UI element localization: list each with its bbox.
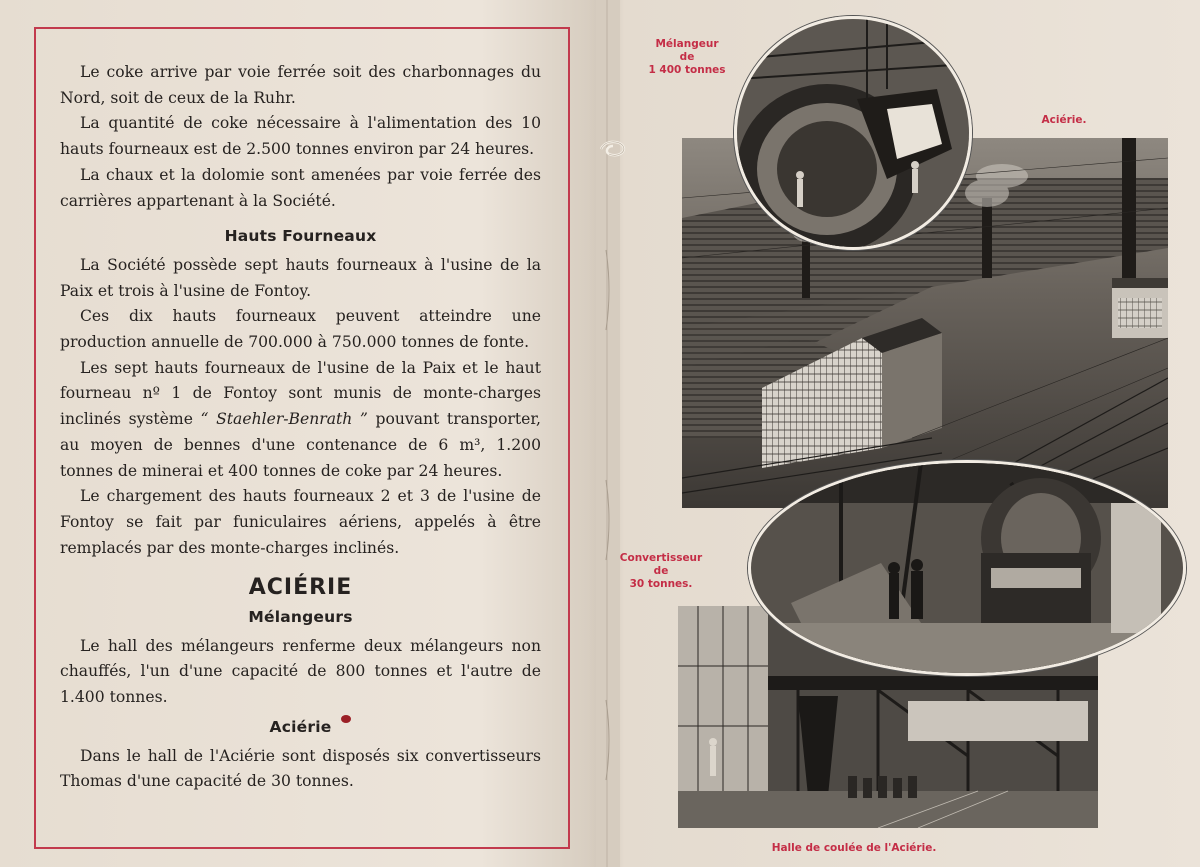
left-page-text <box>60 60 541 795</box>
caption-convertisseur-line2: de <box>653 565 669 577</box>
caption-melangeur-line3: 1 400 tonnes <box>648 64 726 76</box>
heading-melangeurs: Mélangeurs <box>248 608 353 627</box>
paragraph-furnaces-production: Ces dix hauts fourneaux peuvent atteindre une production annuelle de 700.000 à 750.000 tonnes de fonte. <box>60 307 541 352</box>
staehler-benrath-name: “ Staehler-Benrath ” <box>200 410 368 429</box>
caption-convertisseur <box>614 552 708 591</box>
heading-acierie-sub: Aciérie <box>269 717 332 736</box>
right-page <box>614 0 1200 867</box>
paragraph-lime-dolomite: La chaux et la dolomie sont amenées par voie ferrée des carrières appartenant à la Société. <box>60 165 541 210</box>
caption-melangeur-line1: Mélangeur <box>655 38 719 50</box>
caption-melangeur <box>642 38 732 77</box>
caption-halle-coulee: Halle de coulée de l'Aciérie. <box>771 842 937 854</box>
paragraph-furnaces-count: La Société possède sept hauts fourneaux à l'usine de la Paix et trois à l'usine de Fontoy. <box>60 255 541 300</box>
ink-stain <box>341 715 351 723</box>
paragraph-coke-arrival: Le coke arrive par voie ferrée soit des charbonnages du Nord, soit de ceux de la Ruhr. <box>60 63 541 107</box>
paragraph-monte-charges <box>60 356 541 485</box>
caption-acierie: Aciérie. <box>1041 114 1087 126</box>
photo-melangeur <box>734 16 972 250</box>
caption-convertisseur-line1: Convertisseur <box>619 552 703 564</box>
paragraph-coke-quantity: La quantité de coke nécessaire à l'alimentation des 10 hauts fourneaux est de 2.500 tonnes environ par 24 heures. <box>60 114 541 159</box>
caption-melangeur-line2: de <box>679 51 695 63</box>
paragraph-funiculaires: Le chargement des hauts fourneaux 2 et 3 de l'usine de Fontoy se fait par funiculaires aériens, appelés à être remplacés par des monte-charges inclinés. <box>60 487 541 557</box>
heading-hauts-fourneaux: Hauts Fourneaux <box>224 227 377 246</box>
heading-acierie-main: ACIÉRIE <box>248 575 353 601</box>
monte-charges-text-a: Les sept hauts fourneaux de l'usine de la Paix et le haut fourneau nº 1 de Fontoy sont munis de monte-charges inclinés système <box>60 358 541 429</box>
photo-convertisseur <box>748 460 1186 676</box>
caption-convertisseur-line3: 30 tonnes. <box>629 578 693 590</box>
right-buildings <box>1112 278 1168 338</box>
monte-charges-text-b: pouvant transporter, au moyen de bennes d'une contenance de 6 m³, 1.200 tonnes de minerai et 400 tonnes de coke par 24 heures. <box>60 410 542 480</box>
paragraph-convertisseurs: Dans le hall de l'Aciérie sont disposés six convertisseurs Thomas d'une capacité de 30 tonnes. <box>60 746 541 791</box>
paragraph-melangeurs: Le hall des mélangeurs renferme deux mélangeurs non chauffés, l'un d'une capacité de 800 tonnes et l'autre de 1.400 tonnes. <box>60 636 541 707</box>
